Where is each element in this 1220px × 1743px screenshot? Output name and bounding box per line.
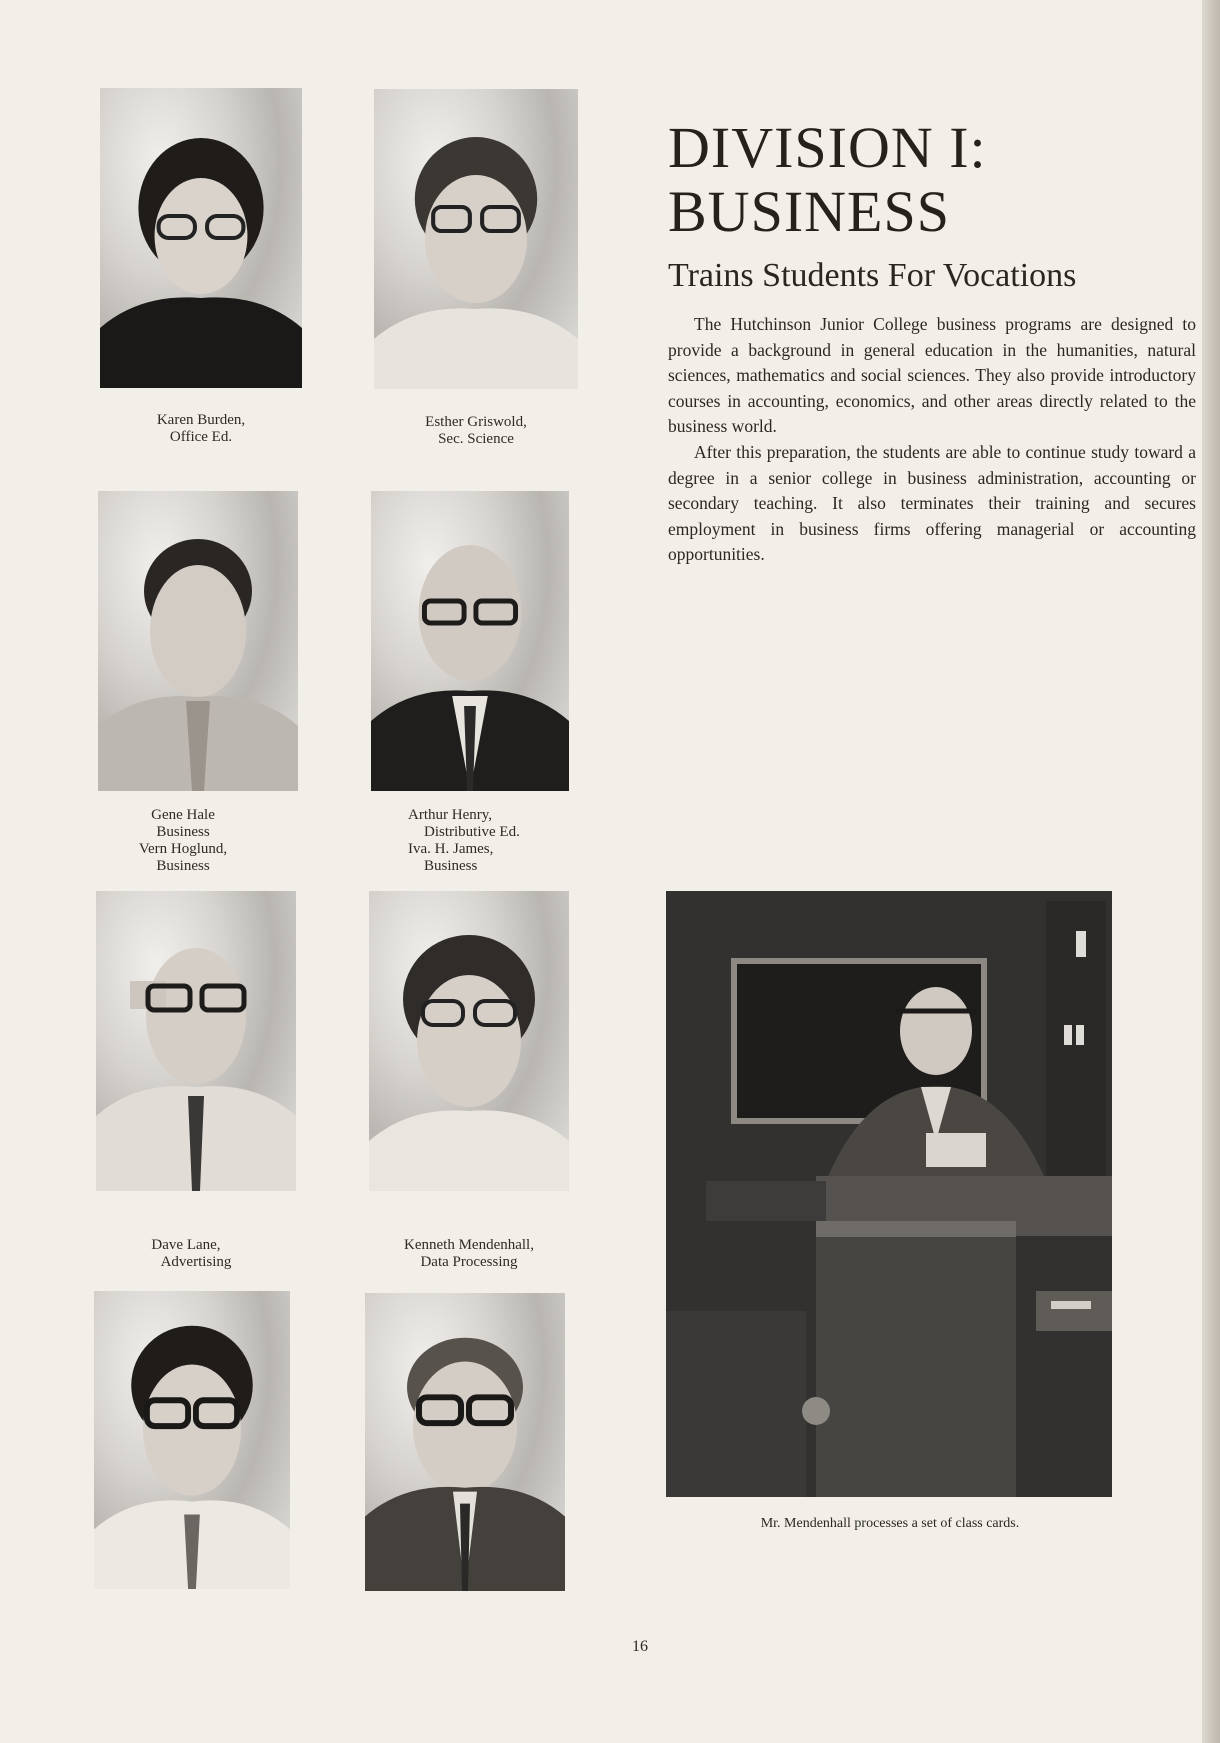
caption-group-left — [98, 807, 268, 875]
caption-name: Kenneth Mendenhall, — [404, 1237, 534, 1253]
caption-karen-burden — [100, 412, 302, 446]
page-subtitle: Trains Students For Vocations — [668, 257, 1077, 294]
portrait-karen-burden — [100, 88, 302, 388]
article-body — [668, 312, 1196, 568]
caption-name: Dave Lane, — [151, 1237, 221, 1253]
page-edge-shadow — [1202, 0, 1220, 1743]
caption-name: Karen Burden, — [156, 412, 246, 428]
caption-kenneth-mendenhall — [369, 1237, 569, 1271]
feature-photo — [666, 891, 1112, 1497]
portrait-gene-hale — [98, 491, 298, 791]
caption-line: Business — [156, 858, 210, 874]
caption-line: Gene Hale — [151, 807, 215, 823]
caption-dept: Office Ed. — [169, 429, 233, 445]
feature-photo-caption: Mr. Mendenhall processes a set of class cards. — [760, 1516, 1020, 1531]
caption-line: Iva. H. James, — [408, 841, 494, 857]
caption-name: Esther Griswold, — [425, 414, 527, 430]
paragraph: The Hutchinson Junior College business programs are designed to provide a background in general education in the humanities, natural sciences, mathematics and social sciences. They also provide introductory courses in accounting, economics, and other areas directly related to the business world. — [668, 314, 1196, 437]
portrait-row4-left — [94, 1291, 290, 1589]
portrait-esther-griswold — [374, 89, 578, 389]
caption-line: Business — [156, 824, 210, 840]
portrait-row4-right — [365, 1293, 565, 1591]
caption-line: Arthur Henry, — [408, 807, 493, 823]
page-title — [668, 116, 987, 244]
caption-dept: Data Processing — [420, 1254, 518, 1270]
title-line: DIVISION I: — [668, 115, 987, 180]
caption-dave-lane — [96, 1237, 296, 1271]
caption-line: Distributive Ed. — [424, 824, 520, 840]
caption-group-right — [394, 807, 564, 875]
portrait-arthur-henry — [371, 491, 569, 791]
caption-esther-griswold — [374, 414, 578, 448]
portrait-vern-hoglund — [96, 891, 296, 1191]
paragraph: After this preparation, the students are able to continue study toward a degree in a senior college in business administration, accounting or secondary teaching. It also terminates their training and secures employment in business firms offering managerial or accounting opportunities. — [668, 441, 1196, 565]
portrait-iva-james — [369, 891, 569, 1191]
caption-dept: Advertising — [160, 1254, 232, 1270]
title-line: BUSINESS — [668, 179, 950, 244]
page-number: 16 — [632, 1638, 648, 1655]
caption-line: Vern Hoglund, — [138, 841, 228, 857]
caption-line: Business — [424, 858, 478, 874]
caption-dept: Sec. Science — [438, 431, 514, 447]
